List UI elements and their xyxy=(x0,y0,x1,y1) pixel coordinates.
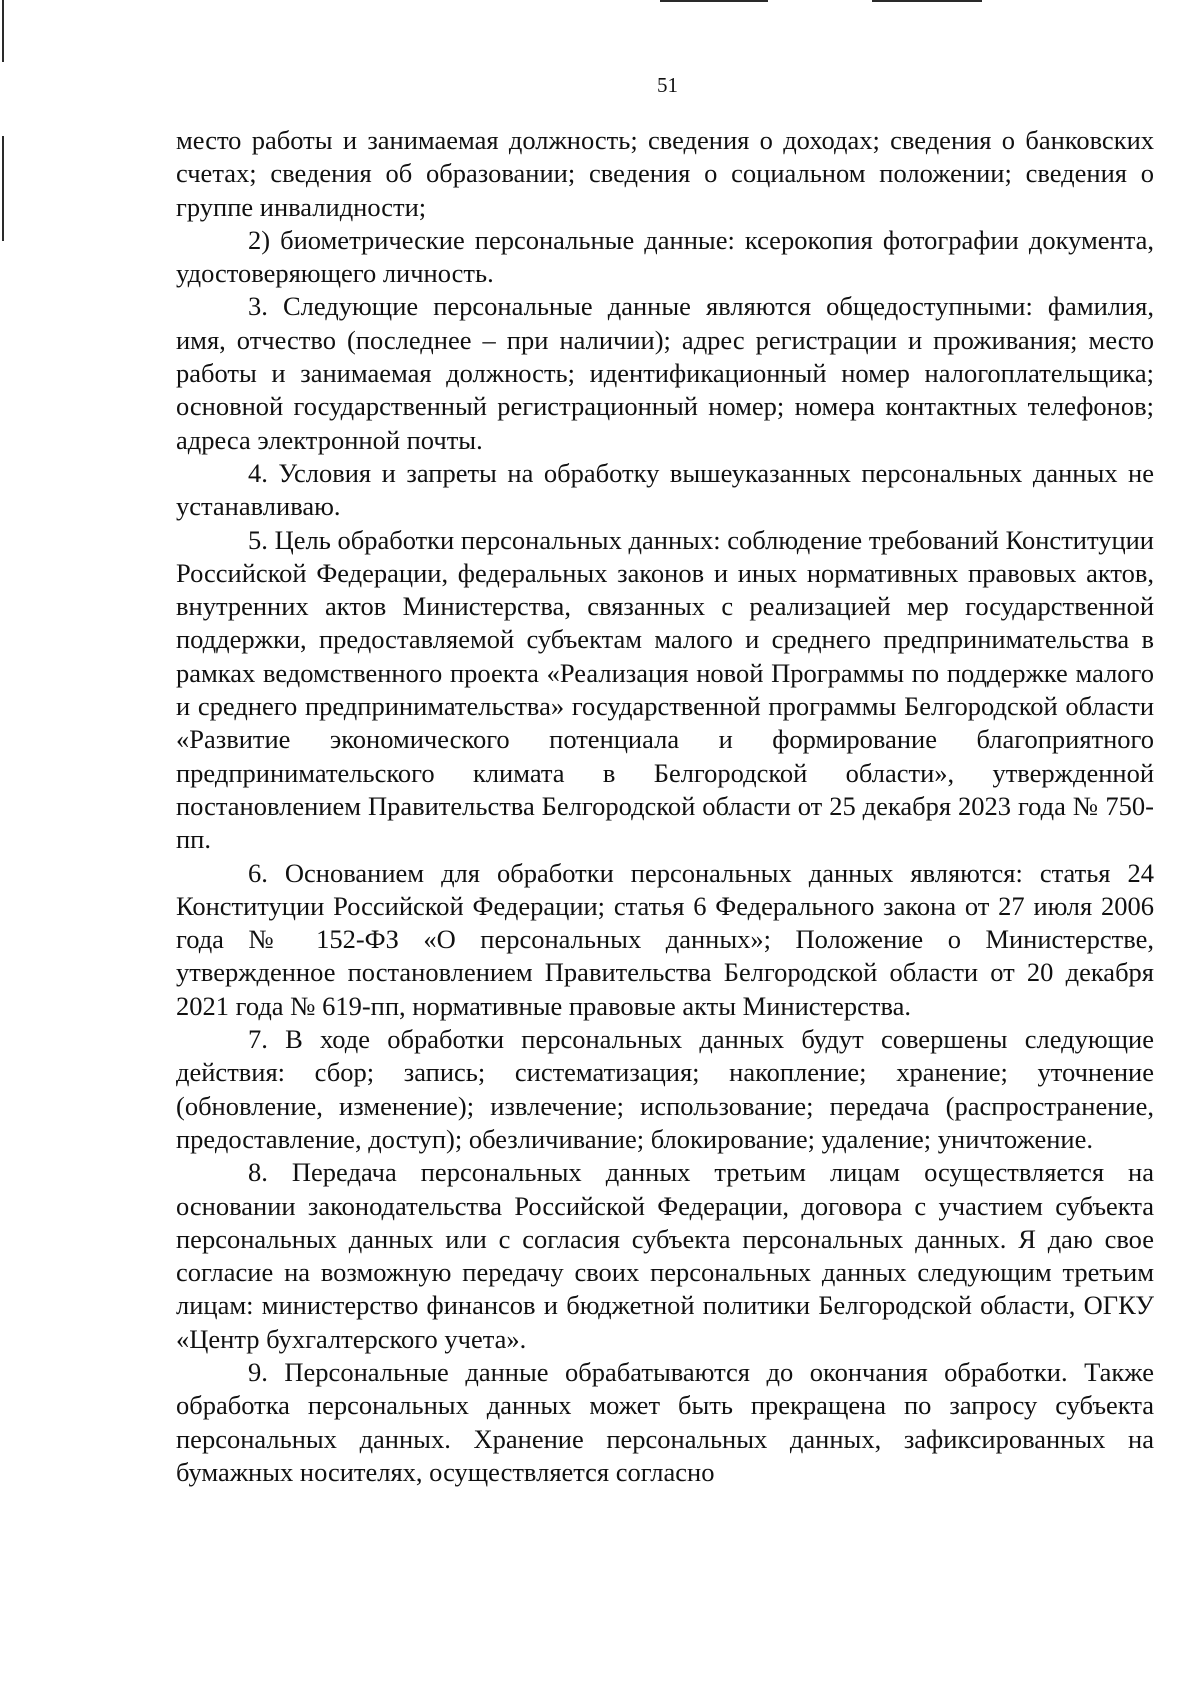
paragraph-3: 3. Следующие персональные данные являются общедоступными: фамилия, имя, отчество (последнее – при наличии); адрес регистрации и проживания; место работы и занимаемая должность; идентификационный номер налогоплательщика; основной государственный регистрационный номер; номера контактных телефонов; адреса электронной почты. xyxy=(176,291,1154,455)
paragraph-5: 5. Цель обработки персональных данных: соблюдение требований Конституции Российской Федерации, федеральных законов и иных нормативных правовых актов, внутренних актов Министерства, связанных с реализацией мер государственной поддержки, предоставляемой субъектам малого и среднего предпринимательства в рамках ведомственного проекта «Реализация новой Программы по поддержке малого и среднего предпринимательства» государственной программы Белгородской области «Развитие экономического потенциала и формирование благоприятного предпринимательского климата в Белгородской области», утвержденной постановлением Правительства Белгородской области от 25 декабря 2023 года № 750-пп. xyxy=(176,524,1154,855)
paragraph-4: 4. Условия и запреты на обработку вышеуказанных персональных данных не устанавливаю. xyxy=(176,457,1154,522)
scan-top-rule-right xyxy=(872,0,982,2)
scan-margin-line-top xyxy=(2,0,4,62)
paragraph-continuation: место работы и занимаемая должность; сведения о доходах; сведения о банковских счетах; сведения об образовании; сведения о социальном положении; сведения о группе инвалидности; xyxy=(176,125,1154,222)
paragraph-6: 6. Основанием для обработки персональных данных являются: статья 24 Конституции Российской Федерации; статья 6 Федерального закона от 27 июля 2006 года № 152-ФЗ «О персональных данных»; Положение о Министерстве, утвержденное постановлением Правительства Белгородской области от 20 декабря 2021 года № 619-пп, нормативные правовые акты Министерства. xyxy=(176,857,1154,1021)
paragraph-7: 7. В ходе обработки персональных данных будут совершены следующие действия: сбор; запись; систематизация; накопление; хранение; уточнение (обновление, изменение); извлечение; использование; передача (распространение, предоставление, доступ); обезличивание; блокирование; удаление; уничтожение. xyxy=(176,1024,1154,1154)
page-number: 51 xyxy=(657,73,678,97)
document-body xyxy=(176,124,1154,1489)
paragraph-8: 8. Передача персональных данных третьим лицам осуществляется на основании законодательства Российской Федерации, договора с участием субъекта персональных данных или с согласия субъекта персональных данных. Я даю свое согласие на возможную передачу своих персональных данных следующим третьим лицам: министерство финансов и бюджетной политики Белгородской области, ОГКУ «Центр бухгалтерского учета». xyxy=(176,1157,1154,1354)
scan-margin-line-middle xyxy=(2,136,4,241)
scan-top-rule-left xyxy=(660,0,768,2)
paragraph-9: 9. Персональные данные обрабатываются до окончания обработки. Также обработка персональных данных может быть прекращена по запросу субъекта персональных данных. Хранение персональных данных, зафиксированных на бумажных носителях, осуществляется согласно xyxy=(176,1356,1154,1487)
paragraph-2: 2) биометрические персональные данные: ксерокопия фотографии документа, удостоверяющего личность. xyxy=(176,224,1154,289)
